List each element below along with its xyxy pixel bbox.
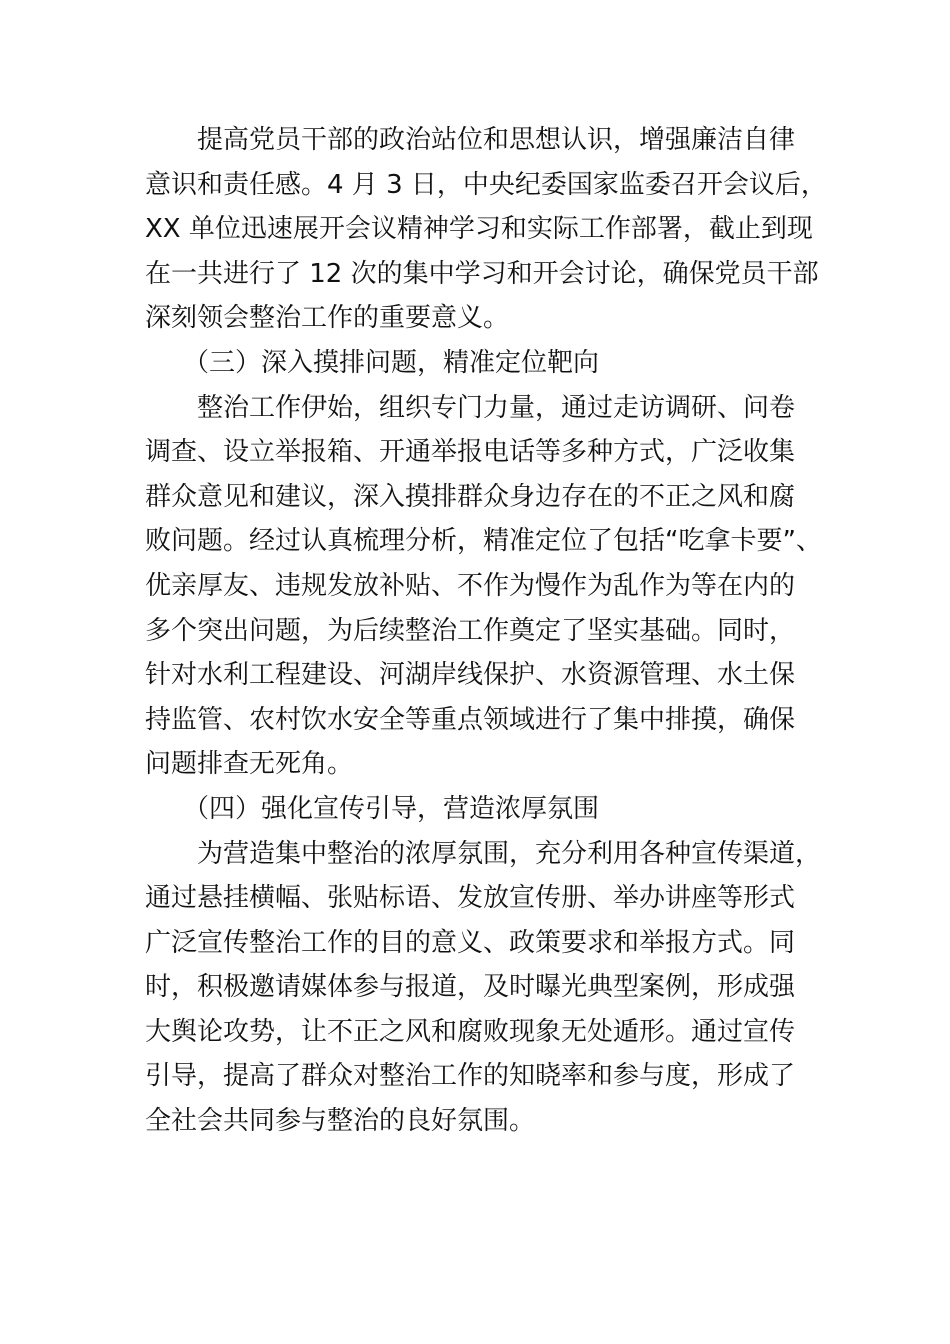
text-line: 问题排查无死角。 bbox=[145, 749, 354, 780]
text-line: 时，积极邀请媒体参与报道，及时曝光典型案例，形成强 bbox=[145, 972, 796, 1003]
text-line: 整治工作伊始，组织专门力量，通过走访调研、问卷 bbox=[197, 392, 796, 423]
paragraph-publicity bbox=[145, 832, 822, 1144]
text-line: XX 单位迅速展开会议精神学习和实际工作部署，截止到现 bbox=[145, 214, 813, 245]
section-heading-4 bbox=[145, 787, 815, 832]
text-line: 通过悬挂横幅、张贴标语、发放宣传册、举办讲座等形式 bbox=[145, 883, 796, 914]
text-line: 全社会共同参与整治的良好氛围。 bbox=[145, 1106, 536, 1137]
paragraph-investigation bbox=[145, 386, 822, 787]
text-line: 提高党员干部的政治站位和思想认识，增强廉洁自律 bbox=[197, 125, 796, 155]
text-line: 针对水利工程建设、河湖岸线保护、水资源管理、水土保 bbox=[145, 660, 796, 691]
text-line: 调查、设立举报箱、开通举报电话等多种方式，广泛收集 bbox=[145, 437, 796, 468]
text-line: 持监管、农村饮水安全等重点领域进行了集中排摸，确保 bbox=[145, 704, 796, 735]
document-body bbox=[145, 118, 827, 1144]
section-heading-3 bbox=[145, 341, 815, 386]
text-line: 优亲厚友、违规发放补贴、不作为慢作为乱作为等在内的 bbox=[145, 570, 796, 601]
text-line: 群众意见和建议，深入摸排群众身边存在的不正之风和腐 bbox=[145, 481, 796, 512]
paragraph-study bbox=[145, 118, 827, 341]
text-line: 为营造集中整治的浓厚氛围，充分利用各种宣传渠道， bbox=[197, 838, 822, 869]
section-heading-text: （三）深入摸排问题，精准定位靶向 bbox=[183, 347, 600, 378]
text-line: 深刻领会整治工作的重要意义。 bbox=[145, 303, 510, 334]
text-line: 引导，提高了群众对整治工作的知晓率和参与度，形成了 bbox=[145, 1061, 796, 1092]
text-line: 广泛宣传整治工作的目的意义、政策要求和举报方式。同 bbox=[145, 927, 796, 958]
section-heading-text: （四）强化宣传引导，营造浓厚氛围 bbox=[183, 793, 600, 824]
text-line: 败问题。经过认真梳理分析，精准定位了包括“吃拿卡要”、 bbox=[145, 526, 822, 557]
text-line: 多个突出问题，为后续整治工作奠定了坚实基础。同时， bbox=[145, 615, 796, 646]
text-line: 在一共进行了 12 次的集中学习和开会讨论，确保党员干部 bbox=[145, 258, 819, 289]
text-line: 意识和责任感。4 月 3 日，中央纪委国家监委召开会议后， bbox=[145, 169, 827, 200]
text-line: 大舆论攻势，让不正之风和腐败现象无处遁形。通过宣传 bbox=[145, 1016, 796, 1047]
